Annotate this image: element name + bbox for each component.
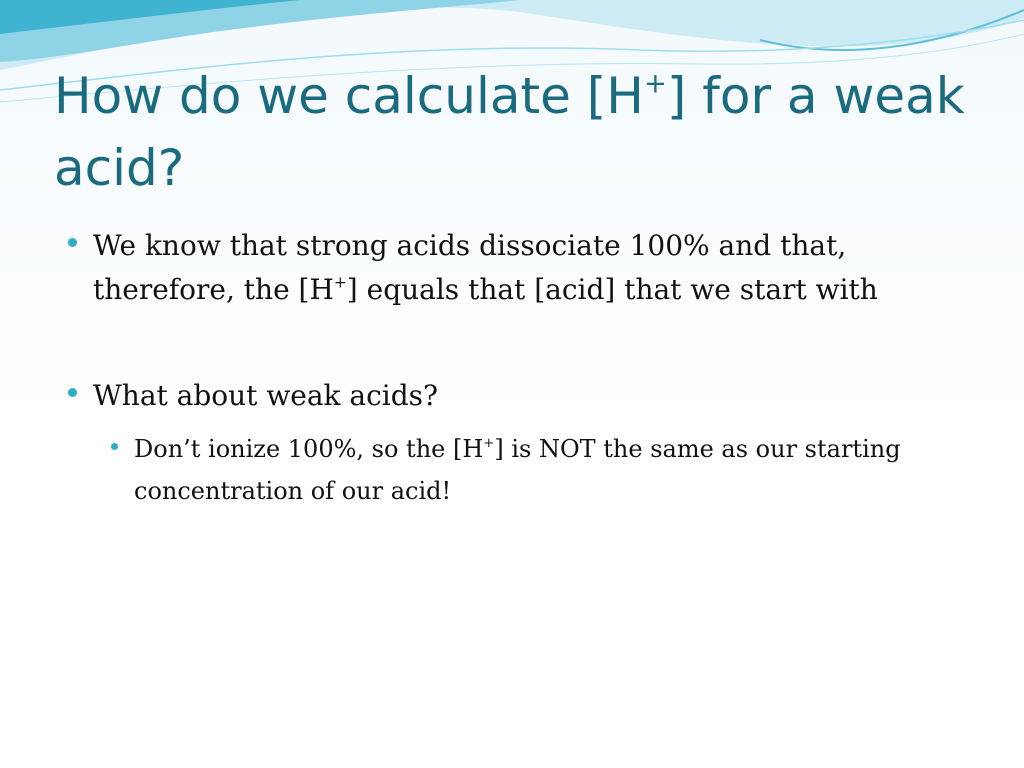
bullet-text-part1: We know that strong acids dissociate 100% and that, therefore, the [H [93, 229, 847, 306]
slide-title [54, 60, 974, 204]
bullet-dot-icon [68, 238, 77, 247]
sub-bullet-text [134, 428, 954, 512]
slide-title-part2: ] for a weak acid? [54, 67, 965, 197]
sub-bullet-text-part1: Don’t ionize 100%, so the [H [134, 435, 484, 463]
bullet-text: What about weak acids? [93, 379, 439, 412]
bullet-text-superscript: + [333, 273, 347, 292]
bullet-text [93, 224, 973, 312]
sub-bullet-text-superscript: + [483, 436, 495, 452]
sub-bullet-text-part2: ] is NOT the same as our starting concentration of our acid! [134, 435, 901, 505]
sub-bullet-dot-icon [111, 443, 118, 450]
bullet-text-part2: ] equals that [acid] that we start with [346, 273, 878, 306]
bullet-dot-icon [68, 388, 77, 397]
slide-title-part1: How do we calculate [H [54, 67, 644, 125]
slide-title-superscript: + [643, 67, 667, 100]
